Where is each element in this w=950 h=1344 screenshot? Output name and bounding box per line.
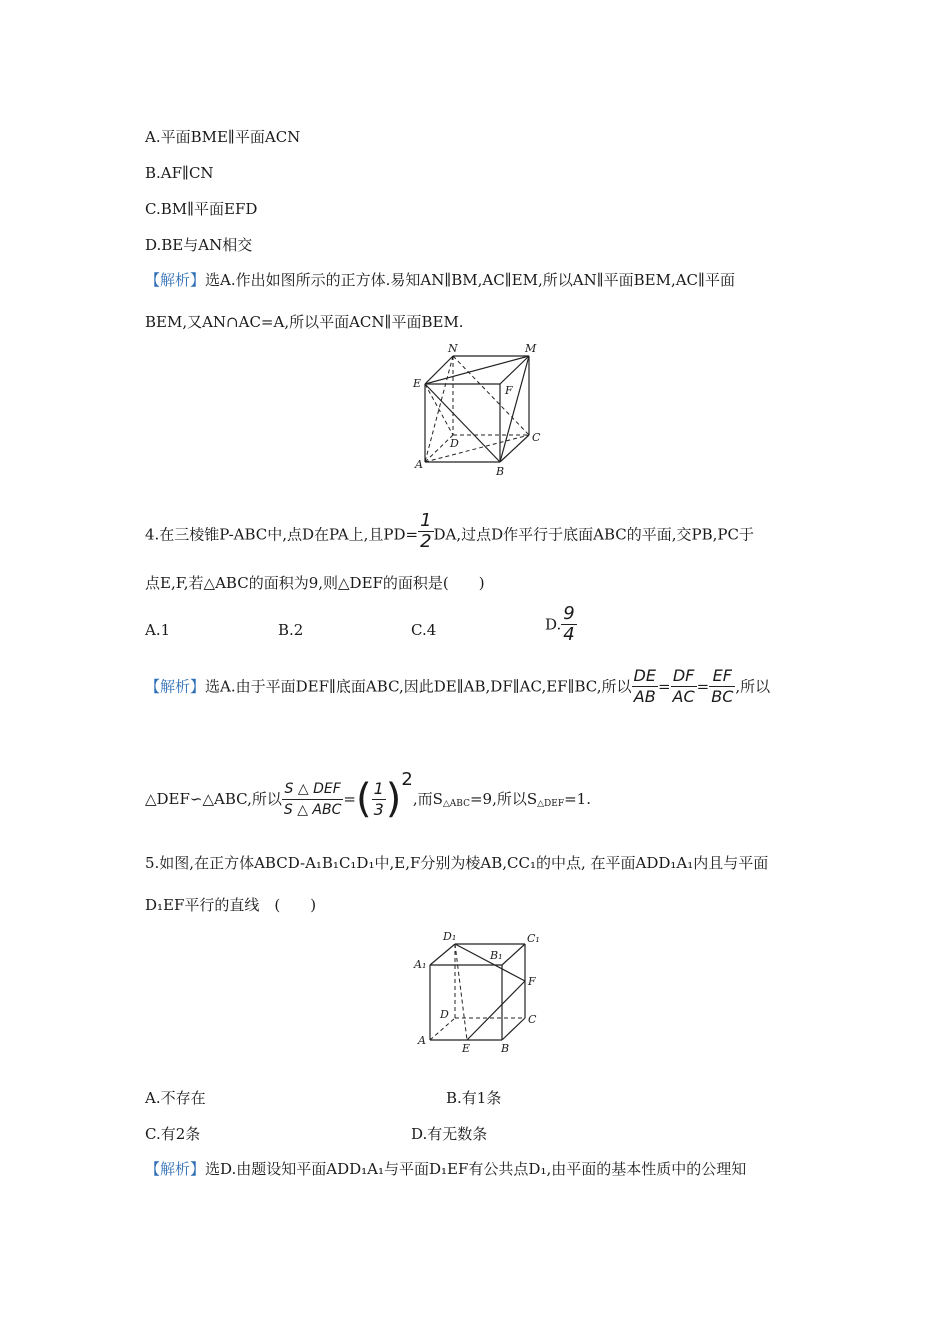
frac-num: S △ DEF — [282, 779, 344, 800]
label-f: F — [505, 384, 513, 397]
q5-analysis-text: 选D.由题设知平面ADD₁A₁与平面D₁EF有公共点D₁,由平面的基本性质中的公理知 — [205, 1160, 747, 1178]
label-a: A — [415, 458, 423, 471]
q4-line2-b: ,而S — [412, 790, 443, 808]
q4-stem-b: DA,过点D作平行于底面ABC的平面,交PB,PC于 — [433, 525, 755, 544]
label-c: C — [532, 431, 541, 444]
ratio-ef-bc — [709, 666, 735, 707]
frac-den: 4 — [563, 624, 575, 645]
cube-figure-q5 — [410, 928, 545, 1055]
q4-line2-a: △DEF∽△ABC,所以 — [145, 790, 282, 808]
paren-fraction — [372, 779, 386, 820]
q4-option-c: C.4 — [411, 621, 437, 639]
exponent: 2 — [401, 769, 413, 790]
label-b: B — [501, 1042, 510, 1055]
ratio-de-ab — [632, 666, 658, 707]
label-c1: C₁ — [527, 932, 540, 945]
option-d-fraction — [561, 604, 576, 645]
frac-den: S △ ABC — [283, 801, 342, 818]
label-a1: A₁ — [414, 958, 427, 971]
q4-option-b: B.2 — [278, 621, 304, 639]
label-d1: D₁ — [443, 930, 457, 943]
q4-option-d — [545, 604, 577, 645]
frac-den: AC — [672, 687, 695, 706]
q4-line2-d: =1. — [564, 790, 591, 808]
analysis-tag: 【解析】 — [145, 1160, 206, 1178]
q5-stem-line1: 5.如图,在正方体ABCD-A₁B₁C₁D₁中,E,F分别为棱AB,CC₁的中点, 在平面ADD₁A₁内且与平面 — [145, 854, 769, 872]
frac-den: BC — [711, 687, 734, 706]
frac-num: 1 — [420, 510, 432, 531]
frac-num: DF — [671, 666, 697, 687]
analysis-tag: 【解析】 — [145, 271, 206, 289]
frac-den: 3 — [373, 799, 384, 819]
q3-analysis-text: 选A.作出如图所示的正方体.易知AN∥BM,AC∥EM,所以AN∥平面BEM,AC∥平面 — [205, 271, 735, 289]
q3-option-d: D.BE与AN相交 — [145, 236, 253, 254]
q4-analysis-line2: △DEF∽△ABC,所以 $\frac{\text{S △ DEF}}{\text{S △ ABC}}$ =( $\frac{1}{3}$ )$^2$,而$S_{\triangle ABC}=9$,所以$S_{\triangle DEF}=1$. — [145, 769, 591, 822]
analysis-tag: 【解析】 — [145, 677, 206, 696]
q4-stem-line1 — [145, 510, 755, 552]
sub-def: △DEF — [537, 799, 565, 809]
label-e: E — [413, 377, 422, 390]
label-d: D — [450, 437, 459, 450]
frac-den: 2 — [420, 531, 432, 552]
frac-den: AB — [633, 687, 656, 706]
q5-option-b: B.有1条 — [446, 1089, 502, 1107]
label-m: M — [525, 342, 537, 355]
q5-stem-line2: D₁EF平行的直线 ( ) — [145, 896, 317, 914]
label-b: B — [496, 465, 505, 478]
q4-stem-line2: 点E,F,若△ABC的面积为9,则△DEF的面积是( ) — [145, 574, 485, 592]
label-b1: B₁ — [490, 949, 503, 962]
q4-analysis-b: ,所以 — [735, 677, 771, 696]
q3-analysis-line2: BEM,又AN∩AC=A,所以平面ACN∥平面BEM. — [145, 313, 464, 331]
q5-analysis-line1 — [145, 1159, 746, 1179]
frac-num: EF — [709, 666, 735, 687]
label-d: D — [440, 1008, 449, 1021]
area-ratio-fraction — [282, 779, 344, 820]
ratio-df-ac — [671, 666, 697, 707]
label-e: E — [462, 1042, 471, 1055]
sub-abc: △ABC — [442, 799, 470, 809]
q5-option-c: C.有2条 — [145, 1125, 201, 1143]
frac-num: 9 — [563, 603, 575, 624]
q3-option-a: A.平面BME∥平面ACN — [145, 128, 301, 146]
q4-option-a: A.1 — [145, 621, 171, 639]
label-c: C — [528, 1013, 537, 1026]
frac-num: DE — [633, 666, 656, 685]
label-n: N — [448, 342, 458, 355]
q4-stem-a: 4.在三棱锥P-ABC中,点D在PA上,且PD= — [145, 525, 419, 544]
q5-option-a: A.不存在 — [145, 1089, 206, 1107]
q4-fraction — [418, 511, 433, 552]
q5-option-d: D.有无数条 — [411, 1125, 488, 1143]
q4-analysis-a: 选A.由于平面DEF∥底面ABC,因此DE∥AB,DF∥AC,EF∥BC,所以 — [205, 677, 632, 696]
label-a: A — [418, 1034, 426, 1047]
cube-figure-q3 — [405, 340, 555, 480]
q3-option-b: B.AF∥CN — [145, 164, 214, 182]
q3-option-c: C.BM∥平面EFD — [145, 200, 258, 218]
q3-analysis-line1 — [145, 270, 735, 290]
option-d-label: D. — [545, 615, 562, 634]
q4-line2-c: =9,所以S — [469, 790, 538, 808]
q4-analysis-line1: 【解析】选A.由于平面DEF∥底面ABC,因此DE∥AB,DF∥AC,EF∥BC,所以 $\frac{DE}{AB}$ = $\frac{DF}{AC}$ = $\frac{EF}{BC}$ ,所以 — [145, 666, 771, 706]
label-f: F — [528, 975, 536, 988]
frac-num: 1 — [373, 778, 384, 798]
